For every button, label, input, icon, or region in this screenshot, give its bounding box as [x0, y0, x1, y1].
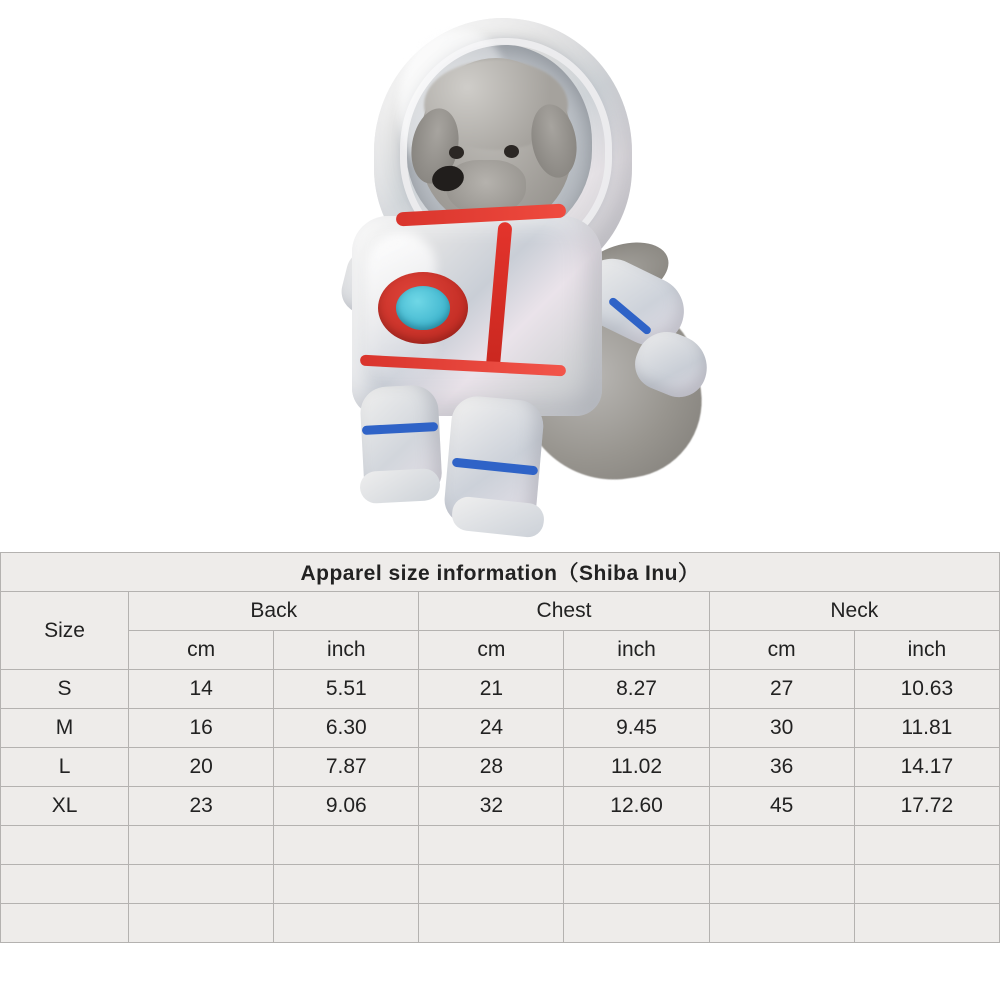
cell-back-cm: 16: [129, 709, 274, 748]
cell-empty: [709, 826, 854, 865]
cell-empty: [709, 904, 854, 943]
cell-empty: [854, 904, 999, 943]
cell-empty: [854, 826, 999, 865]
cell-neck-inch: 11.81: [854, 709, 999, 748]
cell-back-inch: 9.06: [274, 787, 419, 826]
cell-empty: [129, 865, 274, 904]
unit-header-back-cm: cm: [129, 631, 274, 670]
unit-header-chest-inch: inch: [564, 631, 709, 670]
cell-empty: [709, 865, 854, 904]
cell-chest-cm: 24: [419, 709, 564, 748]
cell-back-cm: 20: [129, 748, 274, 787]
cell-chest-inch: 12.60: [564, 787, 709, 826]
cell-chest-inch: 8.27: [564, 670, 709, 709]
cell-empty: [274, 904, 419, 943]
cell-chest-cm: 32: [419, 787, 564, 826]
size-table-body: [1, 553, 1000, 943]
cell-empty: [1, 904, 129, 943]
cell-chest-inch: 11.02: [564, 748, 709, 787]
cell-empty: [564, 865, 709, 904]
unit-header-back-inch: inch: [274, 631, 419, 670]
cell-size: M: [1, 709, 129, 748]
cell-empty: [419, 865, 564, 904]
dog-right-eye: [504, 145, 519, 158]
table-row-empty: [1, 904, 1000, 943]
cell-back-inch: 7.87: [274, 748, 419, 787]
cell-empty: [129, 904, 274, 943]
table-row: [1, 670, 1000, 709]
cell-neck-cm: 45: [709, 787, 854, 826]
unit-header-chest-cm: cm: [419, 631, 564, 670]
cell-back-inch: 6.30: [274, 709, 419, 748]
column-header-neck: Neck: [709, 592, 999, 631]
table-unit-header-row: [1, 631, 1000, 670]
cell-neck-inch: 14.17: [854, 748, 999, 787]
column-header-back: Back: [129, 592, 419, 631]
table-row: [1, 709, 1000, 748]
cell-empty: [1, 826, 129, 865]
table-title-row: [1, 553, 1000, 592]
unit-header-neck-inch: inch: [854, 631, 999, 670]
cell-empty: [274, 826, 419, 865]
cell-back-cm: 14: [129, 670, 274, 709]
cell-back-inch: 5.51: [274, 670, 419, 709]
cell-size: S: [1, 670, 129, 709]
cell-chest-cm: 21: [419, 670, 564, 709]
size-table: [0, 552, 1000, 943]
table-group-header-row: [1, 592, 1000, 631]
table-row-empty: [1, 865, 1000, 904]
cell-chest-inch: 9.45: [564, 709, 709, 748]
cell-neck-cm: 36: [709, 748, 854, 787]
cell-chest-cm: 28: [419, 748, 564, 787]
cell-empty: [419, 904, 564, 943]
unit-header-neck-cm: cm: [709, 631, 854, 670]
cell-empty: [1, 865, 129, 904]
costume-left-foot: [359, 468, 441, 504]
cell-empty: [854, 865, 999, 904]
chest-badge-center: [396, 286, 450, 330]
cell-neck-inch: 17.72: [854, 787, 999, 826]
cell-size: XL: [1, 787, 129, 826]
cell-empty: [564, 904, 709, 943]
cell-neck-cm: 30: [709, 709, 854, 748]
cell-empty: [564, 826, 709, 865]
cell-neck-cm: 27: [709, 670, 854, 709]
table-row: [1, 787, 1000, 826]
cell-empty: [274, 865, 419, 904]
cell-size: L: [1, 748, 129, 787]
cell-neck-inch: 10.63: [854, 670, 999, 709]
cell-back-cm: 23: [129, 787, 274, 826]
table-row: [1, 748, 1000, 787]
column-header-chest: Chest: [419, 592, 709, 631]
table-row-empty: [1, 826, 1000, 865]
column-header-size: Size: [1, 592, 129, 670]
dog-left-eye: [449, 146, 464, 159]
size-chart-title: Apparel size information（Shiba Inu）: [1, 553, 1000, 592]
cell-empty: [129, 826, 274, 865]
size-chart: [0, 552, 1000, 943]
cell-empty: [419, 826, 564, 865]
